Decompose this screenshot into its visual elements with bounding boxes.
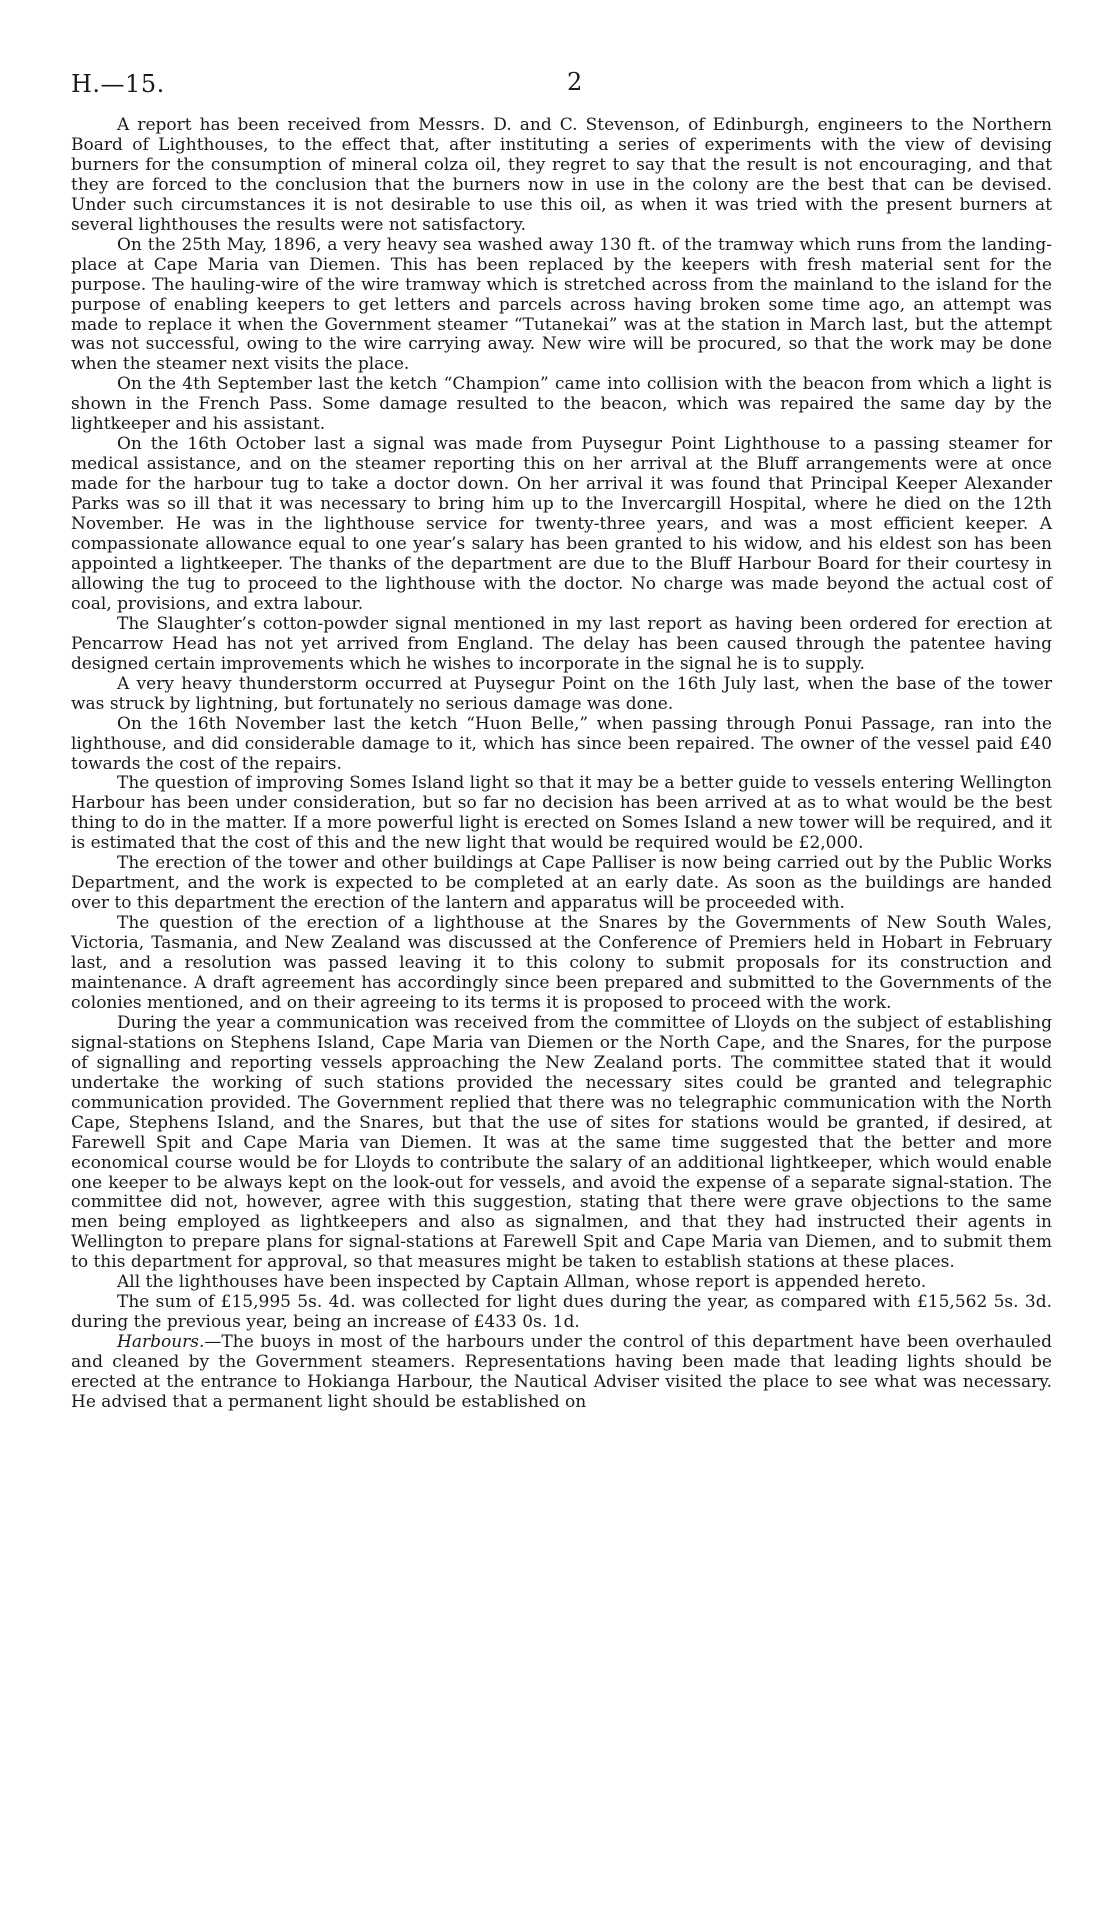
paragraph-cape-maria-tramway: On the 25th May, 1896, a very heavy sea washed away 130 ft. of the tramway which runs from the landing-place at Cape Maria van Diemen. This has been replaced by the keepers with fresh material sent for the purpose. The hauling-wire of the wire tramway which is stretched across from the mainland to the island for the purpose of enabling keepers to get letters and parcels across having broken some time ago, an attempt was made to replace it when the Government steamer “Tutanekai” was at the station in March last, but the attempt was not successful, owing to the wire carrying away. New wire will be procured, so that the work may be done when the steamer next visits the place. [71,234,1052,375]
document-id: H.—15. [71,70,165,98]
harbours-text: —The buoys in most of the harbours under the control of this department have been overhauled and cleaned by the Government steamers. Representations having been made that leading lights should be erected at the entrance to Hokianga Harbour, the Nautical Adviser visited the place to see what was necessary. He advised that a permanent light should be established on [71,1332,1052,1412]
paragraph-snares-lighthouse: The question of the erection of a lighthouse at the Snares by the Governments of New South Wales, Victoria, Tasmania, and New Zealand was discussed at the Conference of Premiers held in Hobart in February last, and a resolution was passed leaving it to this colony to submit proposals for its construction and maintenance. A draft agreement has accordingly since been prepared and submitted to the Governments of the colonies mentioned, and on their agreeing to its terms it is proposed to proceed with the work. [71,913,1052,1013]
report-body [71,116,1052,1413]
harbours-heading: Harbours. [117,1332,205,1353]
paragraph-harbours [71,1333,1052,1413]
paragraph-light-dues: The sum of £15,995 5s. 4d. was collected for light dues during the year, as compared with £15,562 5s. 3d. during the previous year, being an increase of £433 0s. 1d. [71,1292,1052,1333]
paragraph-colza-oil: A report has been received from Messrs. D. and C. Stevenson, of Edinburgh, engineers to the Northern Board of Lighthouses, to the effect that, after instituting a series of experiments with the view of devising burners for the consumption of mineral colza oil, they regret to say that the result is not encouraging, and that they are forced to the conclusion that the burners now in use in the colony are the best that can be devised. Under such circumstances it is not desirable to use this oil, as when it was tried with the present burners at several lighthouses the results were not satisfactory. [71,115,1052,235]
page-header [71,62,1052,102]
paragraph-puysegur-medical: On the 16th October last a signal was made from Puysegur Point Lighthouse to a passing steamer for medical assistance, and on the steamer reporting this on her arrival at the Bluff arrangements were at once made for the harbour tug to take a doctor down. On her arrival it was found that Principal Keeper Alexander Parks was so ill that it was necessary to bring him up to the Invercargill Hospital, where he died on the 12th November. He was in the lighthouse service for twenty-three years, and was a most efficient keeper. A compassionate allowance equal to one year’s salary has been granted to his widow, and his eldest son has been appointed a lightkeeper. The thanks of the department are due to the Bluff Harbour Board for their courtesy in allowing the tug to proceed to the lighthouse with the doctor. No charge was made beyond the actual cost of coal, provisions, and extra labour. [71,434,1052,614]
paragraph-thunderstorm: A very heavy thunderstorm occurred at Puysegur Point on the 16th July last, when the base of the tower was struck by lightning, but fortunately no serious damage was done. [71,673,1052,714]
paragraph-somes-island: The question of improving Somes Island light so that it may be a better guide to vessels entering Wellington Harbour has been under consideration, but so far no decision has been arrived at as to what would be the best thing to do in the matter. If a more powerful light is erected on Somes Island a new tower will be required, and it is estimated that the cost of this and the new light that would be required would be £2,000. [71,773,1052,854]
paragraph-cape-palliser: The erection of the tower and other buildings at Cape Palliser is now being carried out by the Public Works Department, and the work is expected to be completed at an early date. As soon as the buildings are handed over to this department the erection of the lantern and apparatus will be proceeded with. [71,853,1052,914]
paragraph-pencarrow-signal: The Slaughter’s cotton-powder signal mentioned in my last report as having been ordered for erection at Pencarrow Head has not yet arrived from England. The delay has been caused through the patentee having designed certain improvements which he wishes to incorporate in the signal he is to supply. [71,613,1052,674]
paragraph-inspection: All the lighthouses have been inspected by Captain Allman, whose report is appended hereto. [117,1272,927,1293]
paragraph-ponui-passage: On the 16th November last the ketch “Huon Belle,” when passing through Ponui Passage, ran into the lighthouse, and did considerable damage to it, which has since been repaired. The owner of the vessel paid £40 towards the cost of the repairs. [71,713,1052,774]
paragraph-french-pass-beacon: On the 4th September last the ketch “Champion” came into collision with the beacon from which a light is shown in the French Pass. Some damage resulted to the beacon, which was repaired the same day by the lightkeeper and his assistant. [71,374,1052,435]
page-number: 2 [567,68,583,96]
paragraph-lloyds-signal-stations: During the year a communication was received from the committee of Lloyds on the subject of establishing signal-stations on Stephens Island, Cape Maria van Diemen or the North Cape, and the Snares, for the purpose of signalling and reporting vessels approaching the New Zealand ports. The committee stated that it would undertake the working of such stations provided the necessary sites could be granted and telegraphic communication provided. The Government replied that there was no telegraphic communication with the North Cape, Stephens Island, and the Snares, but that the use of sites for stations would be granted, if desired, at Farewell Spit and Cape Maria van Diemen. It was at the same time suggested that the better and more economical course would be for Lloyds to contribute the salary of an additional lightkeeper, which would enable one keeper to be always kept on the look-out for vessels, and avoid the expense of a separate signal-station. The committee did not, however, agree with this suggestion, stating that there were grave objections to the same men being employed as lightkeepers and also as signalmen, and that they had instructed their agents in Wellington to prepare plans for signal-stations at Farewell Spit and Cape Maria van Diemen, and to submit them to this department for approval, so that measures might be taken to establish stations at these places. [71,1012,1052,1273]
